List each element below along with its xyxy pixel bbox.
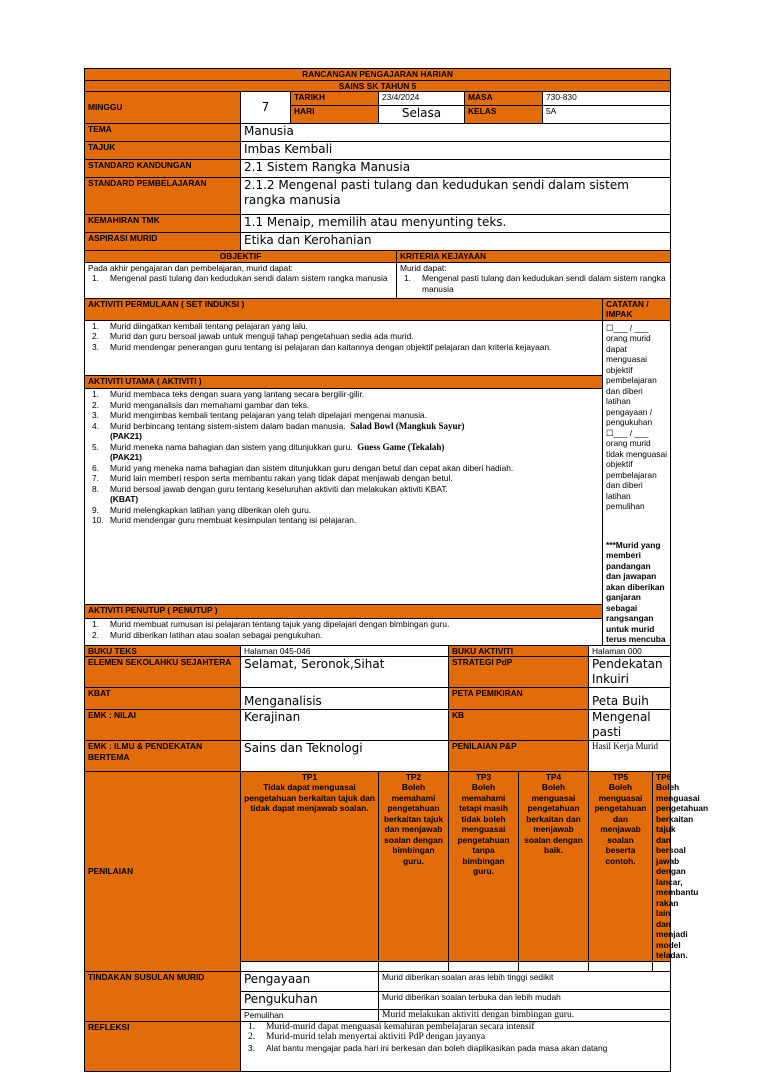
- tp-name: TP5: [612, 772, 629, 782]
- tarikh-value: 23/4/2024: [379, 92, 465, 106]
- sp-label: STANDARD PEMBELAJARAN: [85, 178, 241, 215]
- strategi-value: Pendekatan Inkuiri: [589, 657, 671, 688]
- pak21-badge: (PAK21): [110, 452, 142, 463]
- aspirasi-value: Etika dan Kerohanian: [241, 233, 671, 251]
- penutup-label: AKTIVITI PENUTUP ( PENUTUP ): [85, 605, 603, 619]
- tp-desc: Boleh memahami tetapi masih tidak boleh menguasai pengetahuan tanpa bimbingan guru.: [457, 782, 510, 876]
- list-item: 1. Murid diingatkan kembali tentang pelajaran yang lalu.: [92, 320, 308, 331]
- buku-aktiviti-label: BUKU AKTIVITI: [449, 645, 589, 657]
- tajuk-label: TAJUK: [85, 142, 241, 160]
- tp-cell: [589, 772, 653, 962]
- hari-value: Selasa: [379, 106, 465, 124]
- list-item: 6. Murid yang meneka nama bahagian dan sistem ditunjukkan guru dengan betul dan cepat akan diberi hadiah.: [92, 462, 514, 473]
- catatan-note-1: ☐___ / ___ orang murid dapat menguasai objektif pembelajaran dan diberi latihan pengayaan / pengukuhan: [606, 322, 657, 427]
- list-item: 8. Murid bersoal jawab dengan guru tentang keseluruhan aktiviti dan melakukan aktiviti KBAT. (KBAT): [92, 483, 448, 505]
- tp-checkbox-1[interactable]: [241, 961, 379, 971]
- tp-desc: Tidak dapat menguasai pengetahuan berkaitan tajuk dan tidak dapat menjawab soalan.: [244, 782, 375, 813]
- emk-nilai-label: EMK : NILAI: [85, 710, 241, 741]
- masa-value: 730-830: [543, 92, 671, 106]
- list-item: 2. Murid menganalisis dan memahami gambar dan teks.: [92, 399, 310, 410]
- kelas-label: KELAS: [465, 106, 543, 124]
- aspirasi-label: ASPIRASI MURID: [85, 233, 241, 251]
- objektif-content: [85, 262, 397, 298]
- susulan-desc: Murid melakukan aktiviti dengan bimbingan guru.: [379, 1009, 671, 1021]
- penilaian-label: PENILAIAN: [85, 772, 241, 972]
- utama-label: AKTIVITI UTAMA ( AKTIVITI ): [85, 375, 603, 389]
- kbat-badge: (KBAT): [110, 494, 139, 505]
- susulan-type: Pengukuhan: [241, 991, 379, 1009]
- tp-name: TP2: [405, 772, 422, 782]
- minggu-value: 7: [241, 92, 291, 124]
- objektif-intro: Pada akhir pengajaran dan pembelajaran, murid dapat:: [88, 262, 293, 273]
- kb-label: KB: [449, 710, 589, 741]
- catatan-content: [603, 320, 671, 645]
- tp-cell: [653, 772, 709, 962]
- permulaan-content: [85, 320, 603, 375]
- doc-subtitle: SAINS SK TAHUN 5: [85, 80, 671, 92]
- list-item: 1. Mengenal pasti tulang dan kedudukan sendi dalam sistem rangka manusia: [404, 273, 666, 294]
- kbat-label: KBAT: [85, 688, 241, 710]
- sp-value: 2.1.2 Mengenal pasti tulang dan kedudukan sendi dalam sistem rangka manusia: [241, 178, 671, 215]
- sk-value: 2.1 Sistem Rangka Manusia: [241, 160, 671, 178]
- buku-teks-label: BUKU TEKS: [85, 645, 241, 657]
- tp-name: TP1: [301, 772, 318, 782]
- tema-label: TEMA: [85, 124, 241, 142]
- kriteria-label: KRITERIA KEJAYAAN: [397, 251, 671, 263]
- refleksi-label: REFLEKSI: [85, 1021, 241, 1071]
- tp-desc: Boleh menguasai pengetahuan dan menjawab soalan beserta contoh.: [594, 782, 647, 866]
- emk-ilmu-label: EMK : ILMU & PENDEKATAN BERTEMA: [85, 741, 241, 772]
- catatan-note-2: ☐___ / ___ orang murid tidak menguasai objektif pembelajaran dan diberi latihan pemulihan: [606, 427, 667, 511]
- tp-name: TP6: [656, 772, 672, 782]
- kbat-value: Menganalisis: [241, 688, 449, 710]
- doc-title: RANCANGAN PENGAJARAN HARIAN: [85, 69, 671, 81]
- emk-nilai-value: Kerajinan: [241, 710, 449, 741]
- list-item: 2. Murid dan guru bersoal jawab untuk menguji tahap pengetahuan sedia ada murid.: [92, 331, 414, 341]
- list-item: 3. Alat bantu mengajar pada hari ini berkesan dan boleh diaplikasikan pada masa akan datang: [248, 1042, 608, 1053]
- tp-cell: [241, 772, 379, 962]
- susulan-type: Pemulihan: [241, 1009, 379, 1021]
- buku-teks-value: Halaman 045-046: [241, 645, 449, 657]
- list-item: 3. Murid mengimbas kembali tentang pelajaran yang telah dipelajari mengenai manusia.: [92, 410, 428, 421]
- list-item: 1. Murid membaca teks dengan suara yang lantang secara bergilir-gilir.: [92, 389, 365, 400]
- refleksi-list: [244, 1022, 667, 1054]
- tp-desc: Boleh memahami pengetahuan berkaitan tajuk dan menjawab soalan dengan bimbingan guru.: [383, 782, 444, 866]
- tp-checkbox-3[interactable]: [449, 961, 519, 971]
- tp-checkbox-4[interactable]: [519, 961, 589, 971]
- kb-value: Mengenal pasti: [589, 710, 671, 741]
- list-item: 7. Murid lain memberi respon serta membantu rakan yang tidak dapat menjawab dengan betul.: [92, 473, 453, 484]
- susulan-label: TINDAKAN SUSULAN MURID: [85, 971, 241, 1021]
- buku-aktiviti-value: Halaman 000: [589, 645, 671, 657]
- list-item: 5. Murid meneka nama bahagian dan sistem yang ditunjukkan guru. Guess Game (Tekalah) (PAK21): [92, 441, 445, 463]
- list-item: 4. Murid berbincang tentang sistem-sistem dalam badan manusia. Salad Bowl (Mangkuk Sayur) (PAK21): [92, 420, 465, 442]
- hari-label: HARI: [291, 106, 379, 124]
- tmk-value: 1.1 Menaip, memilih atau menyunting teks.: [241, 215, 671, 233]
- penilaian-pp-label: PENILAIAN P&P: [449, 741, 589, 772]
- tp-name: TP3: [475, 772, 492, 782]
- list-item: 10. Murid mendengar guru membuat kesimpulan tentang isi pelajaran.: [92, 515, 357, 526]
- elemen-label: ELEMEN SEKOLAHKU SEJAHTERA: [85, 657, 241, 688]
- kelas-value: 5A: [543, 106, 671, 124]
- utama-content: [85, 389, 603, 605]
- utama-list: [88, 389, 599, 526]
- list-item: 1. Mengenal pasti tulang dan kedudukan sendi dalam sistem rangka manusia: [92, 273, 388, 283]
- list-item: 1. Murid-murid dapat menguasai kemahiran pembelajaran secara intensif: [248, 1021, 535, 1032]
- tp-cell: [449, 772, 519, 962]
- kriteria-list: [400, 273, 667, 294]
- tema-value: Manusia: [241, 124, 671, 142]
- penutup-list: [88, 619, 599, 640]
- tp-cell: [379, 772, 449, 962]
- strategi-label: STRATEGI PdP: [449, 657, 589, 688]
- permulaan-list: [88, 321, 599, 353]
- pak21-strategy-tag: Salad Bowl (Mangkuk Sayur): [350, 420, 465, 431]
- list-item: 1. Murid membuat rumusan isi pelajaran tentang tajuk yang dipelajari dengan bimbingan guru.: [92, 619, 450, 630]
- tp-name: TP4: [545, 772, 562, 782]
- kriteria-content: [397, 262, 671, 298]
- tp-checkbox-5[interactable]: [589, 961, 653, 971]
- list-item: 9. Murid melengkapkan latihan yang diberikan oleh guru.: [92, 504, 312, 515]
- peta-value: Peta Buih: [589, 688, 671, 710]
- pak21-badge: (PAK21): [110, 431, 142, 442]
- tajuk-value: Imbas Kembali: [241, 142, 671, 160]
- pak21-strategy-tag: Guess Game (Tekalah): [357, 441, 445, 452]
- tmk-label: KEMAHIRAN TMK: [85, 215, 241, 233]
- peta-label: PETA PEMIKIRAN: [449, 688, 589, 710]
- susulan-type: Pengayaan: [241, 971, 379, 991]
- masa-label: MASA: [465, 92, 543, 106]
- list-item: 3. Murid mendengar penerangan guru tentang isi pelajaran dan kaitannya dengan objektif pelajaran dan kriteria kejayaan.: [92, 341, 552, 352]
- penutup-content: [85, 619, 603, 645]
- tp-checkbox-6[interactable]: [653, 961, 671, 971]
- penilaian-pp-value: Hasil Kerja Murid: [589, 741, 671, 772]
- refleksi-content: [241, 1021, 671, 1071]
- list-item: 2. Murid diberikan latihan atau soalan sebagai pengukuhan.: [92, 629, 323, 640]
- tp-cell: [519, 772, 589, 962]
- tp-desc: Boleh menguasai pengetahuan berkaitan tajuk dan bersoal jawab dengan lancar, membantu rakan lain dan menjadi model teladan.: [656, 782, 709, 960]
- tarikh-label: TARIKH: [291, 92, 379, 106]
- permulaan-label: AKTIVITI PERMULAAN ( SET INDUKSI ): [85, 298, 603, 320]
- catatan-note-3: ***Murid yang memberi pandangan dan jawapan akan diberikan ganjaran sebagai rangsangan untuk murid terus mencuba: [606, 539, 666, 644]
- catatan-label: CATATAN / IMPAK: [603, 298, 671, 320]
- kriteria-intro: Murid dapat:: [400, 262, 447, 273]
- susulan-desc: Murid diberikan soalan aras lebih tinggi sedikit: [379, 971, 671, 991]
- tp-desc: Boleh menguasai pengetahuan berkaitan dan menjawab soalan dengan baik.: [524, 782, 583, 855]
- emk-ilmu-value: Sains dan Teknologi: [241, 741, 449, 772]
- susulan-desc: Murid diberikan soalan terbuka dan lebih mudah: [379, 991, 671, 1009]
- elemen-value: Selamat, Seronok,Sihat: [241, 657, 449, 688]
- rph-table: [84, 68, 709, 1072]
- sk-label: STANDARD KANDUNGAN: [85, 160, 241, 178]
- objektif-list: [88, 273, 393, 284]
- tp-checkbox-2[interactable]: [379, 961, 449, 971]
- objektif-label: OBJEKTIF: [85, 251, 397, 263]
- list-item: 2. Murid-murid telah menyertai aktiviti PdP dengan jayanya: [248, 1032, 486, 1042]
- minggu-label: MINGGU: [85, 92, 241, 124]
